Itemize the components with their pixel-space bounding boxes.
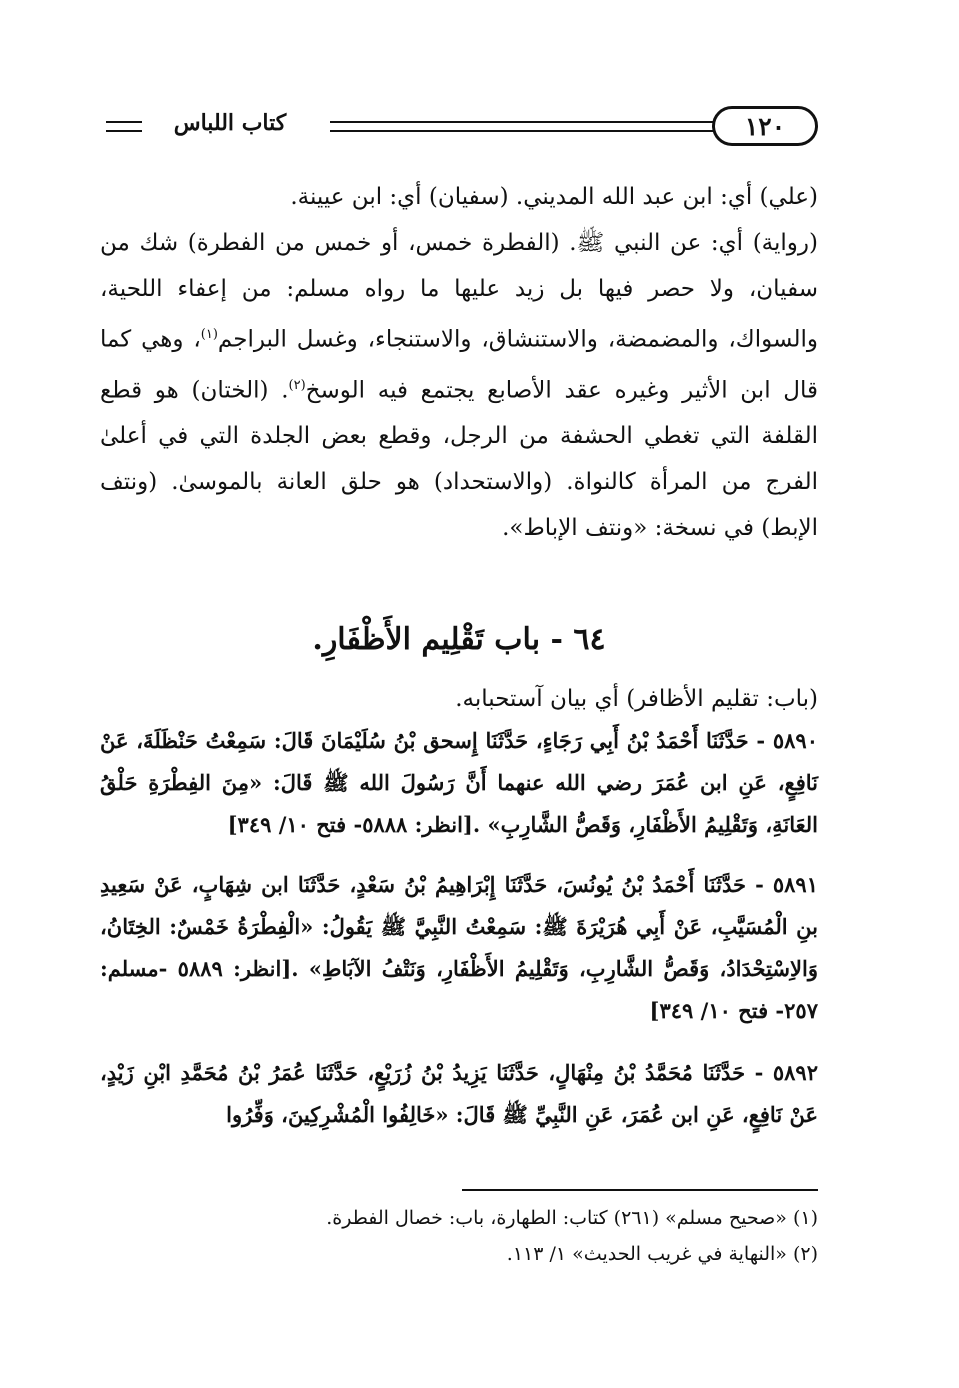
page-number: ١٢٠ bbox=[712, 106, 818, 146]
hadith-block bbox=[100, 720, 818, 846]
hadith-block bbox=[100, 1052, 818, 1136]
commentary-paragraph bbox=[100, 220, 818, 551]
hadith-block bbox=[100, 864, 818, 1032]
commentary-segment: (رواية) أي: عن النبي ﷺ. (الفطرة خمس، أو خمس من الفطرة) شك من سفيان، ولا حصر فيها بل زيد عليها ما رواه مسلم: من إعفاء اللحية، والسواك، والمضمضة، والاستنشاق، والاستنجاء، وغسل البراجم bbox=[100, 230, 818, 353]
header-rule-left-upper bbox=[106, 121, 142, 123]
commentary-paragraph: (علي) أي: ابن عبد الله المديني. (سفيان) أي: ابن عيينة. bbox=[290, 184, 818, 210]
hadith-text: ٥٨٩٠ - حَدَّثَنَا أَحْمَدُ بْنُ أَبِي رَجَاءٍ، حَدَّثَنَا إِسحق بْنُ سُلَيْمَانَ قَالَ: سَمِعْتُ حَنْظَلَةَ، عَنْ نَافِعٍ، عَنِ ابن عُمَرَ رضي الله عنهما أَنَّ رَسُولَ الله ﷺ قَالَ: «مِنَ الفِطْرَةِ حَلْقُ العَانَةِ، وَتَقْلِيمُ الأَظْفَارِ، وَقَصُّ الشَّارِبِ» .[انظر: ٥٨٨٨- فتح ١٠/ ٣٤٩] bbox=[100, 728, 818, 837]
commentary-segment: ، وهي كما قال ابن الأثير وغيره عقد الأصابع يجتمع فيه الوسخ bbox=[100, 326, 818, 404]
page-header bbox=[100, 104, 818, 152]
commentary-text bbox=[100, 174, 818, 551]
footnote-mark: (٢) bbox=[288, 377, 306, 393]
footnote: (٢) «النهاية في غريب الحديث» ١/ ١١٣. bbox=[506, 1243, 818, 1265]
footnote-mark: (١) bbox=[200, 327, 218, 342]
footnote: (١) «صحيح مسلم» (٢٦١) كتاب: الطهارة، باب: خصال الفطرة. bbox=[326, 1207, 818, 1229]
book-title: كتاب اللباس bbox=[173, 110, 287, 136]
header-rule-lower bbox=[330, 130, 714, 132]
commentary-segment: . (الختان) هو قطع القلفة التي تغطي الحشفة من الرجل، وقطع بعض الجلدة التي في أعلىٰ الفرج من المرأة كالنواة. (والاستحداد) هو حلق العانة بالموسىٰ. (ونتف الإبط) في نسخة: «ونتف الإباط». bbox=[100, 377, 818, 542]
chapter-heading: ٦٤ - باب تَقْلِيم الأَظْفَارِ. bbox=[312, 622, 606, 657]
footnotes bbox=[100, 1200, 818, 1272]
footnote-divider bbox=[462, 1189, 818, 1191]
header-rule-upper bbox=[330, 121, 714, 123]
hadith-text: ٥٨٩٢ - حَدَّثَنَا مُحَمَّدُ بْنُ مِنْهَالٍ، حَدَّثَنَا يَزِيدُ بْنُ زُرَيْعٍ، حَدَّثَنَا عُمَرُ بْنُ مُحَمَّدِ ابْنِ زَيْدٍ، عَنْ نَافِعٍ، عَنِ ابن عُمَرَ، عَنِ النَّبِيِّ ﷺ قَالَ: «خَالِفُوا الْمُشْرِكِينَ، وَفِّرُوا bbox=[100, 1060, 818, 1127]
header-rule-left-lower bbox=[106, 130, 142, 132]
hadith-text: ٥٨٩١ - حَدَّثَنَا أَحْمَدُ بْنُ يُونُسَ، حَدَّثَنَا إِبْرَاهِيمُ بْنُ سَعْدٍ، حَدَّثَنَا ابن شِهَابٍ، عَنْ سَعِيدِ بنِ الْمُسَيَّبِ، عَنْ أَبِي هُرَيْرَةَ ﷺ: سَمِعْتُ النَّبِيَّ ﷺ يَقُولُ: «الْفِطْرَةُ خَمْسٌ: الخِتَانُ، وَالاِسْتِحْدَادُ، وَقَصُّ الشَّارِبِ، وَتَقْلِيمُ الأَظْفَارِ، وَنَتْفُ الآبَاطِ» .[انظر: ٥٨٨٩ -مسلم: ٢٥٧- فتح ١٠/ ٣٤٩] bbox=[100, 872, 818, 1023]
chapter-note: (باب: تقليم الأظافر) أي بيان آستحبابه. bbox=[455, 686, 818, 712]
